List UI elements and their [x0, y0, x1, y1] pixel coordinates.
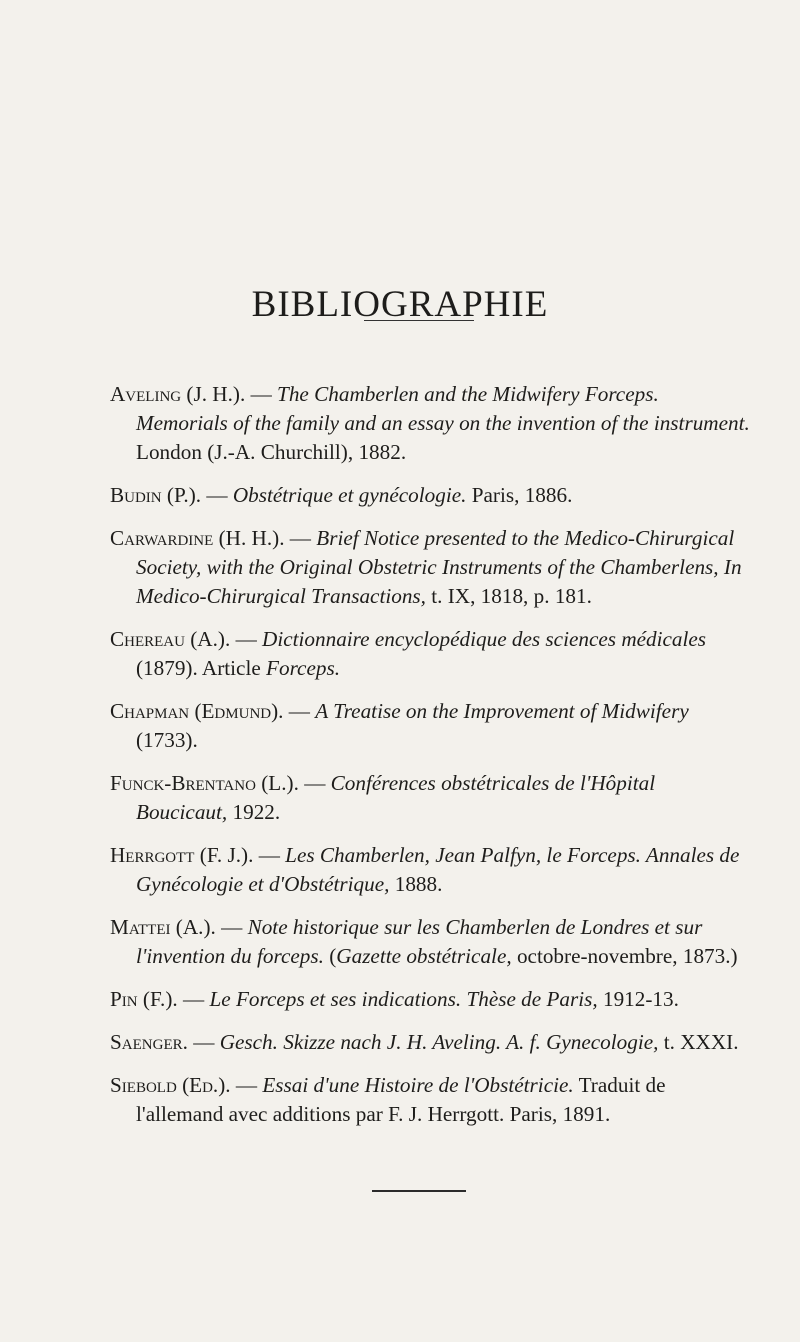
entry-work-title: Obstétrique et gynécologie.: [232, 483, 467, 507]
bibliography-entry-chereau: [110, 625, 750, 683]
entry-dash: —: [283, 699, 316, 723]
entry-journal-title: Gazette obstétricale,: [336, 944, 512, 968]
entry-publication: t. IX, 1818, p. 181.: [425, 584, 592, 608]
entry-dash: —: [245, 382, 278, 406]
entry-publication: 1912-13.: [597, 987, 679, 1011]
entry-publication: 1888.: [389, 872, 443, 896]
entry-author: Budin (P.).: [110, 483, 202, 507]
entry-author: Aveling (J. H.).: [110, 382, 246, 406]
bibliography-entry-funck-brentano: [110, 769, 750, 827]
bibliography-entry-carwardine: [110, 524, 750, 611]
entry-author: Funck-Brentano (L.).: [110, 771, 299, 795]
entry-author: Saenger.: [110, 1030, 188, 1054]
entry-dash: —: [298, 771, 331, 795]
entry-author: Pin (F.).: [110, 987, 178, 1011]
entry-dash: —: [187, 1030, 220, 1054]
entry-work-title: The Chamberlen and the Midwifery Forceps. Memorials of the family and an essay on the invention of the instrument.: [136, 382, 750, 435]
entry-publication: London (J.-A. Churchill), 1882.: [136, 440, 407, 464]
entry-work-title: Conférences obstétricales de l'Hôpital Boucicaut,: [136, 771, 656, 824]
entry-author: Chapman (Edmund).: [110, 699, 284, 723]
entry-publication-date: octobre-novembre, 1873.): [511, 944, 738, 968]
entry-author: Chereau (A.).: [110, 627, 231, 651]
entry-author: Herrgott (F. J.).: [110, 843, 254, 867]
entry-dash: —: [201, 483, 233, 507]
entry-work-title: Gesch. Skizze nach J. H. Aveling. A. f. Gynecologie,: [219, 1030, 659, 1054]
bibliography-entry-siebold: [110, 1071, 750, 1129]
page-title: BIBLIOGRAPHIE: [251, 283, 549, 325]
entry-work-title: Les Chamberlen, Jean Palfyn, le Forceps. Annales de Gynécologie et d'Obstétrique,: [136, 843, 740, 896]
entry-publication: (1879). Article: [136, 656, 267, 680]
bibliography-entry-herrgott: [110, 841, 750, 899]
entry-work-title: Note historique sur les Chamberlen de Londres et sur l'invention du forceps.: [136, 915, 703, 968]
entry-publication: Paris, 1886.: [466, 483, 573, 507]
entry-author: Carwardine (H. H.).: [110, 526, 285, 550]
bibliography-entry-saenger: [110, 1028, 750, 1057]
bibliography-list: [110, 380, 750, 1143]
bibliography-entry-mattei: [110, 913, 750, 971]
bibliography-entry-chapman: [110, 697, 750, 755]
entry-dash: —: [284, 526, 317, 550]
entry-work-title: Brief Notice presented to the Medico-Chirurgical Society, with the Original Obstetric Instruments of the Chamberlens, In Medico-Chirurgical Transactions,: [136, 526, 742, 608]
entry-publication: 1922.: [227, 800, 281, 824]
closing-divider: [372, 1190, 466, 1192]
bibliography-entry-pin: [110, 985, 750, 1014]
entry-work-title: A Treatise on the Improvement of Midwifery: [315, 699, 689, 723]
entry-dash: —: [215, 915, 248, 939]
entry-publication: t. XXXI.: [658, 1030, 739, 1054]
entry-work-title: Dictionnaire encyclopédique des sciences médicales: [262, 627, 707, 651]
entry-author: Siebold (Ed.).: [110, 1073, 231, 1097]
entry-publication: (: [323, 944, 337, 968]
entry-dash: —: [177, 987, 210, 1011]
title-divider: [364, 320, 474, 321]
entry-dash: —: [230, 627, 263, 651]
bibliography-entry-budin: [110, 481, 750, 510]
entry-article-title: Forceps.: [266, 656, 340, 680]
entry-publication: Traduit de l'allemand avec additions par F. J. Herrgott. Paris, 1891.: [136, 1073, 666, 1126]
bibliography-entry-aveling: [110, 380, 750, 467]
entry-work-title: Le Forceps et ses indications. Thèse de Paris,: [209, 987, 598, 1011]
entry-work-title: Essai d'une Histoire de l'Obstétricie.: [262, 1073, 574, 1097]
entry-publication: (1733).: [136, 728, 198, 752]
entry-dash: —: [230, 1073, 263, 1097]
entry-dash: —: [253, 843, 286, 867]
entry-author: Mattei (A.).: [110, 915, 216, 939]
